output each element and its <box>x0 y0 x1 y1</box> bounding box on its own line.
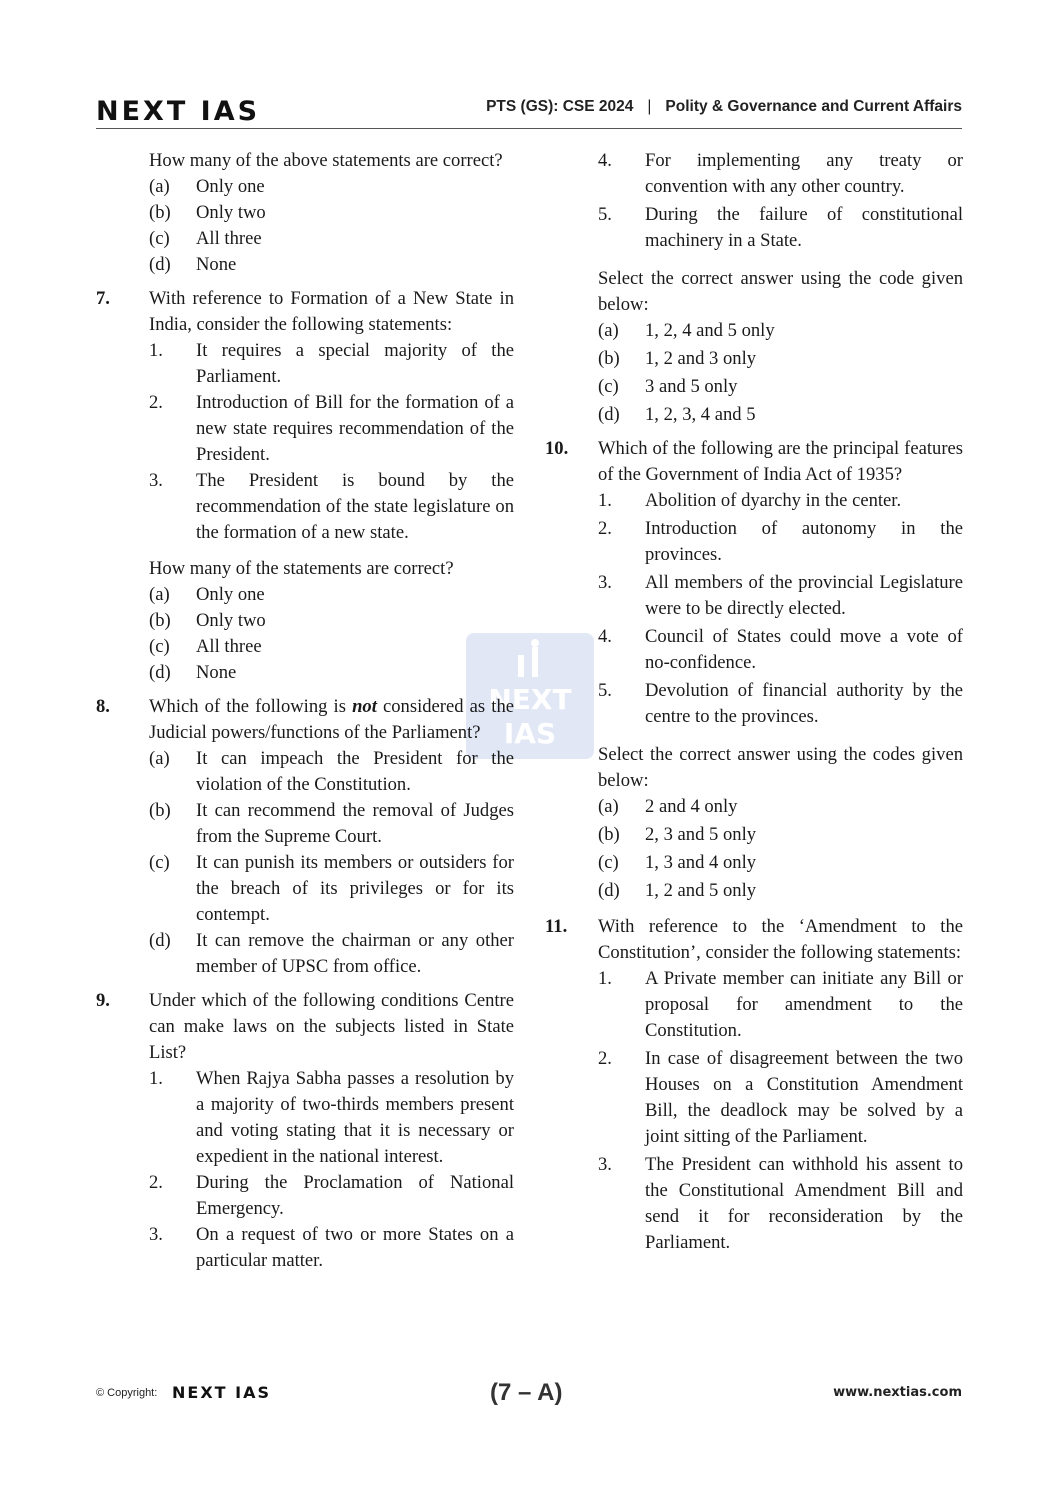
q6-continuation <box>149 148 514 278</box>
option-label: (a) <box>598 796 619 817</box>
option <box>598 794 963 820</box>
statement-text: When Rajya Sabha passes a resolution by a majority of two-thirds members present and voting stating that it is necessary or expedient in the national interest. <box>196 1068 514 1167</box>
statement <box>149 338 514 390</box>
option-text: It can recommend the removal of Judges from the Supreme Court. <box>196 800 514 847</box>
option-text: 1, 2, 3, 4 and 5 <box>645 404 756 425</box>
statement-label: 2. <box>598 1048 612 1069</box>
option-text: 2 and 4 only <box>645 796 738 817</box>
statement-label: 4. <box>598 626 612 647</box>
brand-logo: NEXT IAS <box>96 96 261 127</box>
option-text: It can impeach the President for the violation of the Constitution. <box>196 748 514 795</box>
question-11 <box>545 914 963 1258</box>
option <box>149 582 514 608</box>
question-8 <box>96 694 514 980</box>
header-separator: | <box>647 98 652 115</box>
statement-text: Introduction of autonomy in the provinces. <box>645 518 963 565</box>
statement-text: Devolution of financial authority by the centre to the provinces. <box>645 680 963 727</box>
option-text: 2, 3 and 5 only <box>645 824 757 845</box>
option-label: (a) <box>149 748 170 769</box>
q9-continuation <box>598 148 963 428</box>
statement-text: The President can withhold his assent to the Constitutional Amendment Bill and send it for reconsideration by the Parliament. <box>645 1154 963 1253</box>
statement <box>149 1066 514 1170</box>
statement-label: 3. <box>149 470 163 491</box>
statement-label: 5. <box>598 680 612 701</box>
option-text: Only two <box>196 610 266 631</box>
option-text: Only one <box>196 176 265 197</box>
statement-label: 1. <box>598 490 612 511</box>
option-text: 1, 2 and 3 only <box>645 348 757 369</box>
option <box>149 850 514 928</box>
statement-text: During the failure of constitutional machinery in a State. <box>645 204 963 251</box>
question-9 <box>96 988 514 1274</box>
statement-text: It requires a special majority of the Parliament. <box>196 340 514 387</box>
statement-text: All members of the provincial Legislature were to be directly elected. <box>645 572 963 619</box>
statement-text: Introduction of Bill for the formation of a new state requires recommendation of the President. <box>196 392 514 465</box>
question-number: 9. <box>96 990 110 1011</box>
statement-label: 2. <box>598 518 612 539</box>
option-label: (d) <box>598 404 620 425</box>
statement <box>598 488 963 514</box>
statement <box>149 1170 514 1222</box>
option <box>598 346 963 372</box>
statement-text: Abolition of dyarchy in the center. <box>645 490 902 511</box>
left-column <box>96 148 514 1274</box>
question-number: 7. <box>96 288 110 309</box>
statement-label: 3. <box>598 572 612 593</box>
option-label: (a) <box>149 584 170 605</box>
statement-text: During the Proclamation of National Emergency. <box>196 1172 514 1219</box>
header-info <box>486 98 962 116</box>
option-text: 1, 2 and 5 only <box>645 880 757 901</box>
statement-label: 3. <box>598 1154 612 1175</box>
statement-text: Council of States could move a vote of no-confidence. <box>645 626 963 673</box>
question-10 <box>545 436 963 906</box>
statement-label: 1. <box>149 340 163 361</box>
statement <box>598 148 963 200</box>
option-label: (c) <box>149 228 170 249</box>
statement-label: 1. <box>598 968 612 989</box>
statement-text: A Private member can initiate any Bill or proposal for amendment to the Constitution. <box>645 968 963 1041</box>
option <box>149 174 514 200</box>
statement <box>598 516 963 568</box>
statement-label: 4. <box>598 150 612 171</box>
statement <box>149 390 514 468</box>
question-7 <box>96 286 514 686</box>
statement <box>598 570 963 622</box>
option-text: All three <box>196 228 262 249</box>
statement-text: The President is bound by the recommendation of the state legislature on the formation of a new state. <box>196 470 514 543</box>
question-ask: Select the correct answer using the code given below: <box>598 268 963 315</box>
page-footer <box>96 1381 962 1409</box>
page-number: (7 – A) <box>490 1379 563 1406</box>
option <box>598 822 963 848</box>
option-label: (a) <box>149 176 170 197</box>
statement-label: 2. <box>149 392 163 413</box>
statement-label: 3. <box>149 1224 163 1245</box>
option-text: All three <box>196 636 262 657</box>
option-text: It can remove the chairman or any other member of UPSC from office. <box>196 930 514 977</box>
option-label: (b) <box>149 202 171 223</box>
exam-title: PTS (GS): CSE 2024 <box>486 98 634 115</box>
option-label: (d) <box>598 880 620 901</box>
option <box>149 608 514 634</box>
option <box>149 226 514 252</box>
option <box>598 402 963 428</box>
option-text: Only two <box>196 202 266 223</box>
statement-text: In case of disagreement between the two Houses on a Constitution Amendment Bill, the deadlock may be solved by a joint sitting of the Parliament. <box>645 1048 963 1147</box>
option-label: (b) <box>598 348 620 369</box>
statement-label: 5. <box>598 204 612 225</box>
option-text: 3 and 5 only <box>645 376 738 397</box>
question-ask: How many of the statements are correct? <box>149 558 454 579</box>
option <box>149 928 514 980</box>
option-text: None <box>196 254 237 275</box>
option-text: Only one <box>196 584 265 605</box>
statement-label: 1. <box>149 1068 163 1089</box>
question-stem: Which of the following is not considered as the Judicial powers/functions of the Parliament? <box>149 696 514 743</box>
question-stem: With reference to the ‘Amendment to the Constitution’, consider the following statements: <box>598 916 963 963</box>
statement <box>598 624 963 676</box>
statement <box>598 678 963 730</box>
footer-logo: NEXT IAS <box>172 1383 271 1402</box>
page-header <box>96 94 962 129</box>
option <box>149 660 514 686</box>
question-stem: How many of the above statements are correct? <box>149 150 503 171</box>
option-label: (d) <box>149 254 171 275</box>
option-label: (c) <box>149 852 170 873</box>
option-text: It can punish its members or outsiders for the breach of its privileges or for its contempt. <box>196 852 514 925</box>
statement-label: 2. <box>149 1172 163 1193</box>
question-ask: Select the correct answer using the codes given below: <box>598 744 963 791</box>
svg-text:NEXT: NEXT <box>488 683 572 716</box>
question-stem: Under which of the following conditions Centre can make laws on the subjects listed in State List? <box>149 990 514 1063</box>
statement <box>149 1222 514 1274</box>
emphasis-not: not <box>352 696 377 717</box>
copyright-text: © Copyright: <box>96 1387 158 1399</box>
website-link[interactable]: www.nextias.com <box>833 1385 962 1400</box>
option <box>149 252 514 278</box>
option <box>149 746 514 798</box>
option <box>598 850 963 876</box>
statement <box>598 1152 963 1256</box>
question-number: 10. <box>545 438 569 459</box>
right-column <box>545 148 963 1258</box>
svg-text:IAS: IAS <box>503 717 557 750</box>
subject-title: Polity & Governance and Current Affairs <box>665 98 962 115</box>
option-label: (b) <box>149 800 171 821</box>
option-label: (b) <box>598 824 620 845</box>
option <box>598 374 963 400</box>
statement-text: On a request of two or more States on a particular matter. <box>196 1224 514 1271</box>
option <box>598 318 963 344</box>
option <box>149 200 514 226</box>
option-text: None <box>196 662 237 683</box>
statement <box>598 1046 963 1150</box>
statement <box>598 202 963 254</box>
statement-text: For implementing any treaty or convention with any other country. <box>645 150 963 197</box>
statement <box>598 966 963 1044</box>
question-number: 8. <box>96 696 110 717</box>
question-stem: With reference to Formation of a New State in India, consider the following statements: <box>149 288 514 335</box>
option-label: (b) <box>149 610 171 631</box>
option <box>149 798 514 850</box>
option <box>149 634 514 660</box>
option <box>598 878 963 904</box>
option-label: (c) <box>598 852 619 873</box>
question-number: 11. <box>545 916 568 937</box>
option-text: 1, 3 and 4 only <box>645 852 757 873</box>
option-label: (d) <box>149 662 171 683</box>
option-label: (a) <box>598 320 619 341</box>
option-label: (c) <box>598 376 619 397</box>
statement <box>149 468 514 546</box>
option-text: 1, 2, 4 and 5 only <box>645 320 775 341</box>
option-label: (d) <box>149 930 171 951</box>
question-stem: Which of the following are the principal features of the Government of India Act of 1935? <box>598 438 963 485</box>
option-label: (c) <box>149 636 170 657</box>
